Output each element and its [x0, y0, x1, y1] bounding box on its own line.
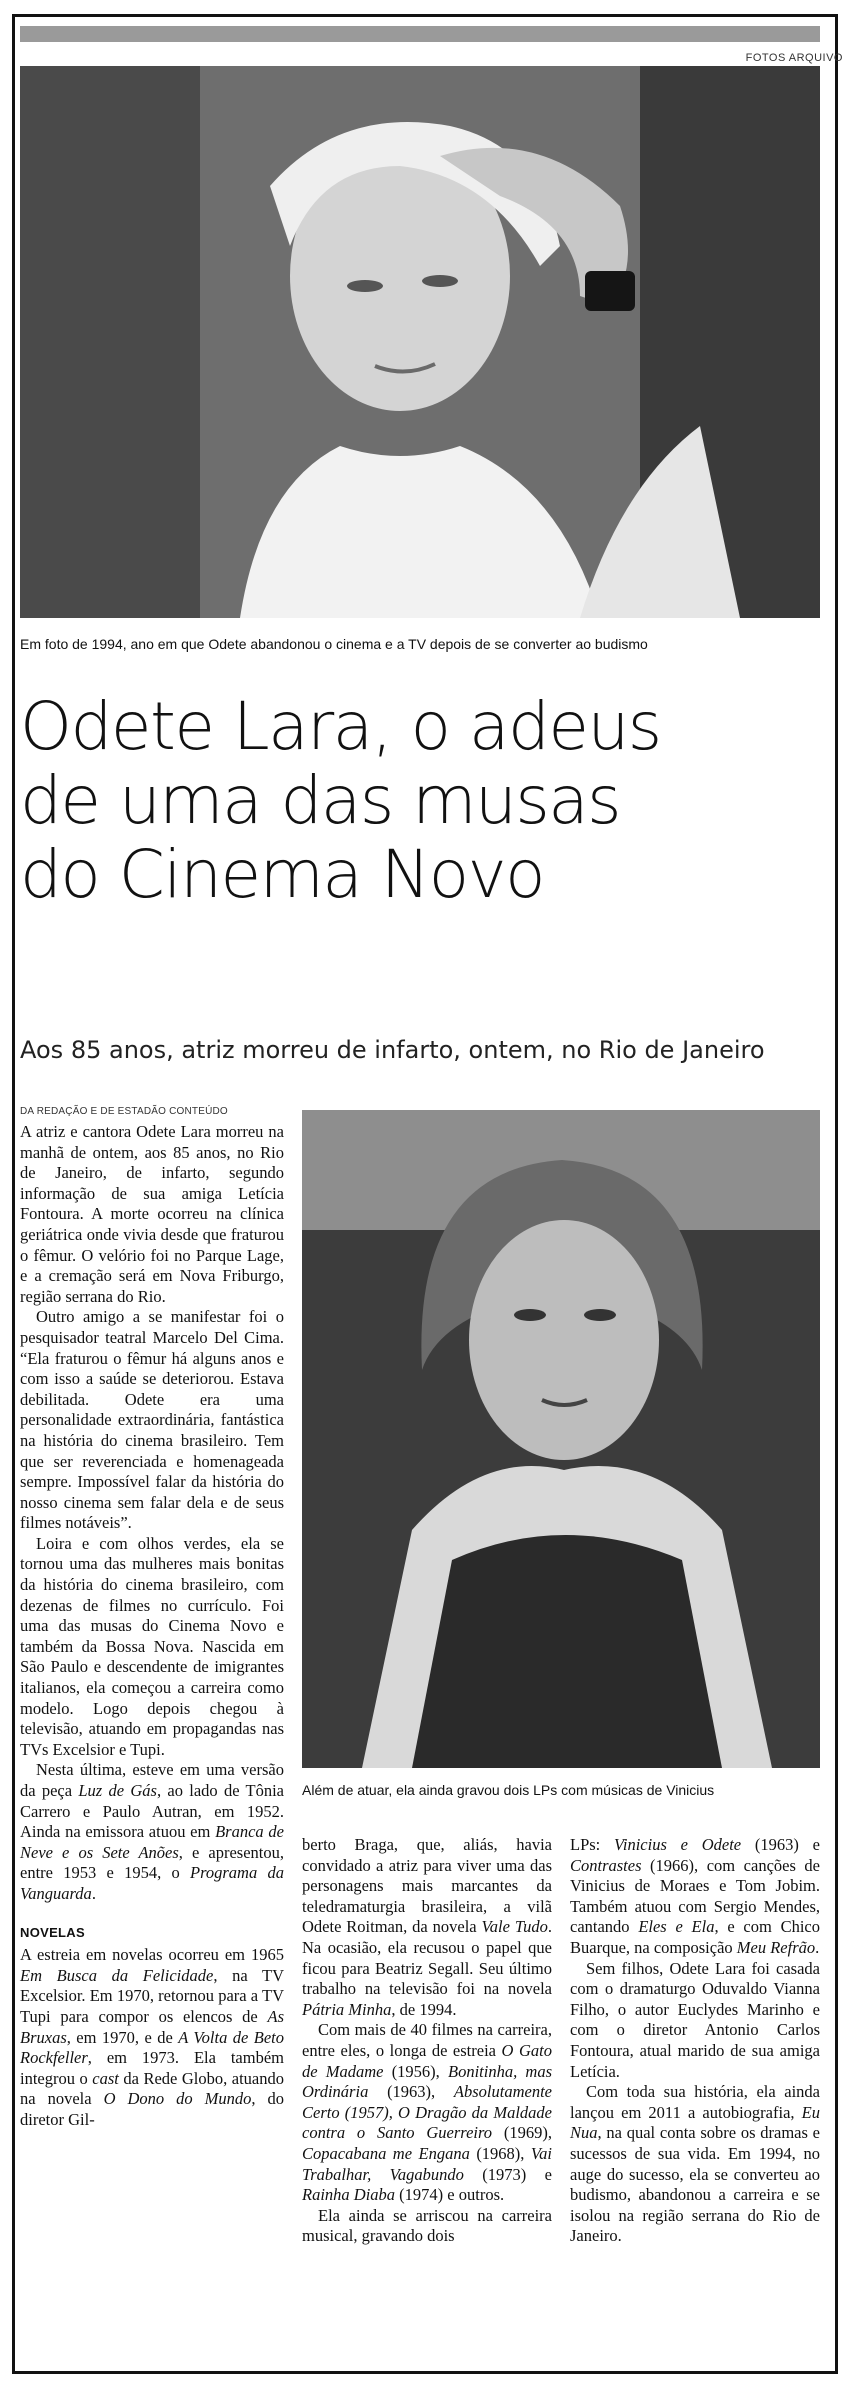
text-run: (1956), [383, 2061, 448, 2081]
byline: DA REDAÇÃO E DE ESTADÃO CONTEÚDO [20, 1106, 228, 1117]
text-run: , de 1994. [391, 1999, 457, 2019]
portrait-photo-1994 [20, 66, 820, 618]
photo-caption-1: Em foto de 1994, ano em que Odete abandonou o cinema e a TV depois de se converter ao budismo [20, 636, 648, 652]
title-italic: Branca de Neve e os Sete Anões [20, 1822, 284, 1862]
film-still-illustration [302, 1110, 820, 1768]
text-run: . [91, 1883, 96, 1903]
top-bar [20, 26, 820, 42]
term-italic: cast [92, 2068, 119, 2088]
text-run: , em 1973. Ela também integrou o [20, 2048, 284, 2088]
photo-credit: FOTOS ARQUIVO [745, 52, 843, 64]
text-run: (1968), [469, 2143, 531, 2163]
text-run: Com toda sua história, ela ainda lançou em 2011 a autobiografia, [570, 2082, 820, 2122]
title-italic: Copacabana me Engana [302, 2143, 470, 2163]
portrait-illustration [20, 66, 820, 618]
photo-caption-2: Além de atuar, ela ainda gravou dois LPs com músicas de Vinicius [302, 1782, 715, 1798]
article-column-2 [302, 1835, 552, 2247]
text-run: (1963), [368, 2082, 454, 2102]
paragraph [570, 1835, 820, 1959]
paragraph: Ela ainda se arriscou na carreira musical, gravando dois [302, 2205, 552, 2246]
paragraph [570, 2082, 820, 2247]
title-italic: O Gato de Madame [302, 2040, 552, 2081]
title-italic: Contrastes [570, 1855, 642, 1875]
title-italic: Bonitinha, mas Ordinária [302, 2061, 552, 2102]
text-run: (1966), com canções de Vinicius de Moraes e Tom Jobim. Também atuou com Sergio Mendes, cantando [570, 1855, 820, 1937]
text-run: , na qual conta sobre os dramas e sucessos de sua vida. Em 1994, no auge do sucesso, ela se converteu ao budismo, abandonou a carreira e se isolou na região serrana do Rio de Janeiro. [570, 2123, 820, 2246]
title-italic: Pátria Minha [302, 1999, 392, 2019]
text-run: (1969), [492, 2123, 552, 2143]
title-italic: As Bruxas [20, 2006, 284, 2047]
text-run: . Na ocasião, ela recusou o papel que ficou para Beatriz Segall. Seu último trabalho na televisão foi na novela [302, 1917, 552, 1999]
paragraph: A atriz e cantora Odete Lara morreu na manhã de ontem, aos 85 anos, no Rio de Janeiro, de infarto, segundo informação de sua amiga Letícia Fontoura. A morte ocorreu na clínica geriátrica onde vivia desde que fraturou o fêmur. O velório foi no Parque Lage, e a cremação será em Nova Friburgo, região serrana do Rio. [20, 1122, 284, 1306]
section-heading-novelas: NOVELAS [20, 1924, 85, 1940]
paragraph: Loira e com olhos verdes, ela se tornou uma das mulheres mais bonitas da história do cinema brasileiro, com dezenas de filmes no currículo. Foi uma das musas do Cinema Novo e também da Bossa Nova. Nascida em São Paulo e descendente de imigrantes italianos, ela começou a carreira como modelo. Logo depois chegou à televisão, atuando em propagandas nas TVs Excelsior e Tupi. [20, 1533, 284, 1759]
film-still-photo [302, 1110, 820, 1768]
text-run: . [815, 1937, 820, 1957]
title-italic: Programa da Vanguarda [20, 1863, 284, 1903]
title-italic: Vinicius e Odete [614, 1835, 742, 1854]
paragraph [20, 1760, 284, 1904]
title-italic: Eles e Ela [638, 1917, 715, 1937]
title-italic: Absolutamente Certo (1957), O Dragão da Maldade contra o Santo Guerreiro [302, 2082, 552, 2143]
paragraph [20, 1945, 284, 2130]
headline-line-2: de uma das musas [20, 762, 621, 839]
text-run: , do diretor Gil- [20, 2089, 285, 2129]
text-run: LPs: [570, 1835, 615, 1854]
title-italic: Eu Nua [570, 2102, 820, 2143]
paragraph [302, 1835, 552, 2020]
title-italic: A Volta de Beto Rockfeller [20, 2027, 284, 2068]
headline [20, 690, 820, 912]
text-run: (1963) e [741, 1835, 820, 1854]
headline-line-3: do Cinema Novo [20, 836, 545, 913]
text-run: , ao lado de Tônia Carrero e Paulo Autran, em 1952. Ainda na emissora atuou em [20, 1781, 284, 1842]
text-run: (1973) e [463, 2164, 552, 2184]
title-italic: O Dono do Mundo [103, 2089, 252, 2109]
text-run: Com mais de 40 filmes na carreira, entre eles, o longa de estreia [302, 2020, 552, 2060]
text-run: A estreia em novelas ocorreu em 1965 [20, 1945, 284, 1965]
title-italic: Vale Tudo [481, 1917, 548, 1937]
text-run: Nesta última, esteve em uma versão da peça [20, 1760, 284, 1800]
text-run: (1974) e outros. [395, 2185, 505, 2205]
article-column-3 [570, 1835, 820, 2247]
subheadline: Aos 85 anos, atriz morreu de infarto, ontem, no Rio de Janeiro [20, 1036, 765, 1064]
title-italic: Meu Refrão [736, 1937, 816, 1957]
text-run: , na TV Excelsior. Em 1970, retornou para a TV Tupi para compor os elencos de [20, 1965, 284, 2026]
paragraph: Sem filhos, Odete Lara foi casada com o dramaturgo Oduvaldo Vianna Filho, o autor Euclydes Marinho e com o diretor Antonio Carlos Fontoura, atual marido de sua amiga Letícia. [570, 1958, 820, 2081]
text-run: , em 1970, e de [66, 2027, 179, 2047]
text-run: berto Braga, que, aliás, havia convidado a atriz para viver uma das personagens mais marcantes da teledramaturgia brasileira, a vilã Odete Roitman, da novela [302, 1835, 552, 1937]
text-run: , e com Chico Buarque, na composição [570, 1917, 820, 1957]
title-italic: Vai Trabalhar, Vagabundo [302, 2143, 552, 2184]
title-italic: Luz de Gás [78, 1781, 157, 1800]
title-italic: Em Busca da Felicidade [20, 1965, 214, 1985]
article-column-1 [20, 1122, 284, 2131]
headline-line-1: Odete Lara, o adeus [20, 688, 661, 765]
paragraph: Outro amigo a se manifestar foi o pesquisador teatral Marcelo Del Cima. “Ela fraturou o fêmur há alguns anos e com isso a saúde se deteriorou. Estava debilitada. Odete era uma personalidade extraordinária, fantástica na história do cinema brasileiro. Tem que ser reverenciada e homenageada sempre. Impossível falar da história do nosso cinema sem falar dela e de seus filmes notáveis”. [20, 1307, 284, 1533]
text-run: da Rede Globo, atuando na novela [20, 2068, 284, 2109]
paragraph [302, 2020, 552, 2205]
title-italic: Rainha Diaba [302, 2185, 396, 2205]
text-run: , e apresentou, entre 1953 e 1954, o [20, 1842, 284, 1883]
